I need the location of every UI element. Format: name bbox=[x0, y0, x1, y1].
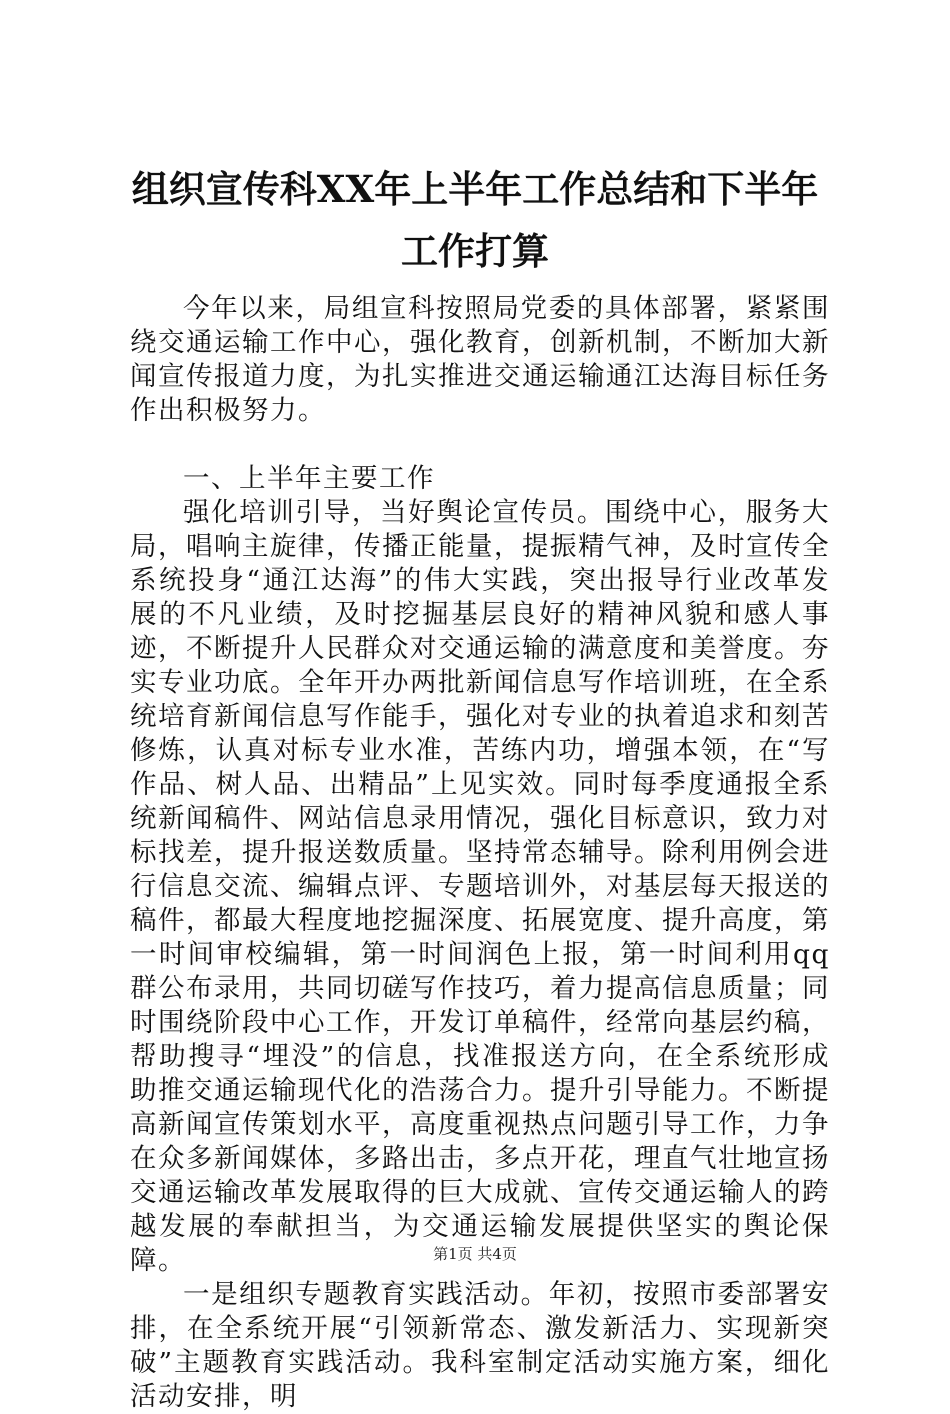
intro-paragraph: 今年以来，局组宣科按照局党委的具体部署，紧紧围绕交通运输工作中心，强化教育，创新机制，不断加大新闻宣传报道力度，为扎实推进交通运输通江达海目标任务作出积极努力。 bbox=[130, 293, 830, 426]
document-title: 组织宣传科XX年上半年工作总结和下半年工作打算 bbox=[131, 167, 819, 273]
body-paragraph: 强化培训引导，当好舆论宣传员。围绕中心，服务大局，唱响主旋律，传播正能量，提振精气神，及时宣传全系统投身“通江达海”的伟大实践，突出报导行业改革发展的不凡业绩，及时挖掘基层良好的精神风貌和感人事迹，不断提升人民群众对交通运输的满意度和美誉度。夯实专业功底。全年开办两批新闻信息写作培训班，在全系统培育新闻信息写作能手，强化对专业的执着追求和刻苦修炼，认真对标专业水准，苦练内功，增强本领，在“写作品、树人品、出精品”上见实效。同时每季度通报全系统新闻稿件、网站信息录用情况，强化目标意识，致力对标找差，提升报送数质量。坚持常态辅导。除利用例会进行信息交流、编辑点评、专题培训外，对基层每天报送的稿件，都最大程度地挖掘深度、拓展宽度、提升高度，第一时间审校编辑，第一时间润色上报，第一时间利用qq群公布录用，共同切磋写作技巧，着力提高信息质量；同时围绕阶段中心工作，开发订单稿件，经常向基层约稿，帮助搜寻“埋没”的信息，找准报送方向，在全系统形成助推交通运输现代化的浩荡合力。提升引导能力。不断提高新闻宣传策划水平，高度重视热点问题引导工作，力争在众多新闻媒体，多路出击，多点开花，理直气壮地宣扬交通运输改革发展取得的巨大成就、宣传交通运输人的跨越发展的奉献担当，为交通运输发展提供坚实的舆论保障。 bbox=[130, 497, 830, 1276]
section-heading: 一、上半年主要工作 bbox=[183, 463, 435, 494]
page-footer bbox=[0, 1244, 950, 1264]
page-number: 第1页 bbox=[433, 1245, 473, 1263]
body-paragraph: 一是组织专题教育实践活动。年初，按照市委部署安排，在全系统开展“引领新常态、激发新活力、实现新突破”主题教育实践活动。我科室制定活动实施方案，细化活动安排，明 bbox=[130, 1279, 830, 1412]
paragraph-spacer bbox=[130, 428, 830, 462]
page-total: 共4页 bbox=[477, 1245, 517, 1263]
